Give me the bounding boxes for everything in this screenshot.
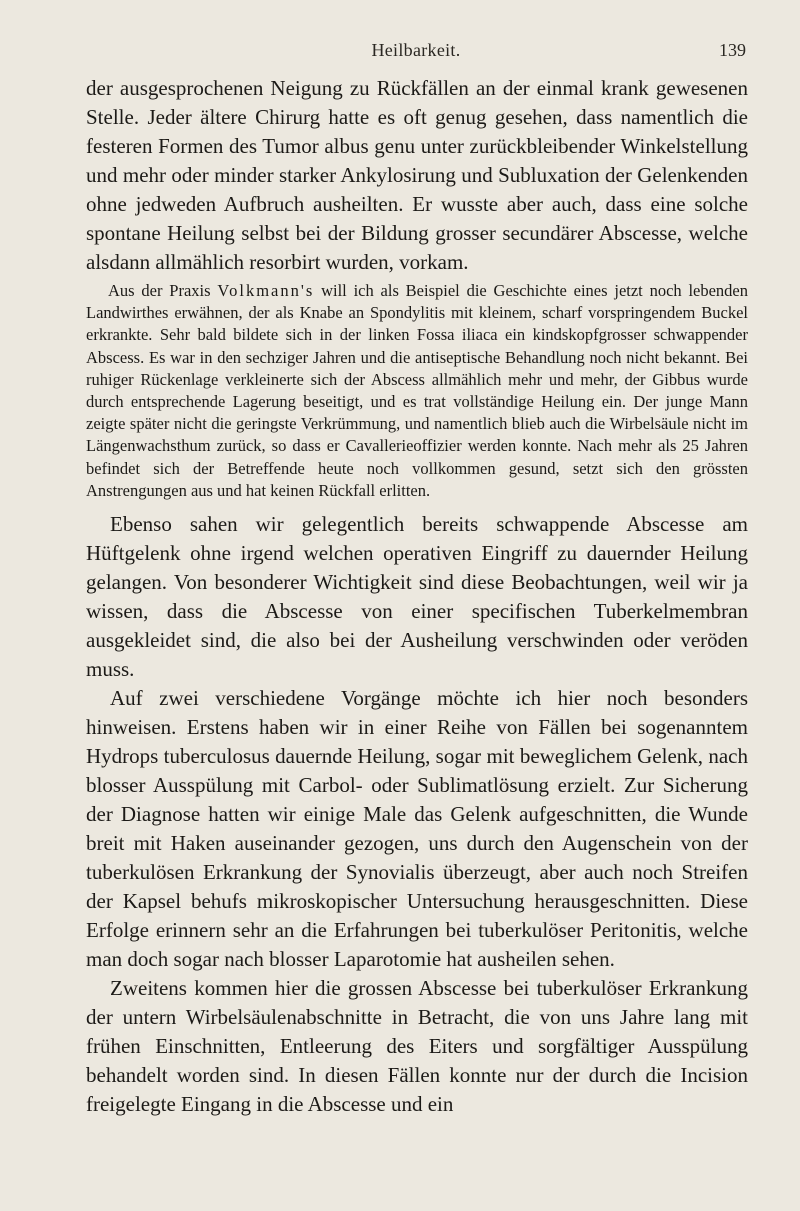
paragraph-continuation: der ausgesprochenen Neigung zu Rückfällen an der einmal krank gewesenen Stelle. Jeder ältere Chirurg hatte es oft genug gesehen, dass namentlich die festeren Formen des Tumor albus genu unter zurückbleibender Winkelstellung und mehr oder minder starker Ankylosirung und Subluxation der Gelenkenden ohne jedweden Aufbruch ausheilten. Er wusste aber auch, dass eine solche spontane Heilung selbst bei der Bildung grosser secundärer Abscesse, welche alsdann allmählich resorbirt wurden, vorkam. bbox=[86, 76, 748, 274]
case-report-text: will ich als Beispiel die Geschichte eines jetzt noch lebenden Landwirthes erwähnen, der als Knabe an Spondylitis mit kleinem, scharf vorspringendem Buckel erkrankte. Sehr bald bildete sich in der linken Fossa iliaca ein kindskopfgrosser schwappender Abscess. Es war in den sechziger Jahren und die antiseptische Behandlung noch nicht bekannt. Bei ruhiger Rückenlage verkleinerte sich der Abscess allmählich mehr und mehr, der Gibbus wurde durch entsprechende Lagerung beseitigt, und es trat vollständige Heilung ein. Der junge Mann zeigte später nicht die geringste Verkrümmung, und namentlich blieb auch die Wirbelsäule nicht im Längenwachsthum zurück, so dass er Cavallerieoffizier werden konnte. Nach mehr als 25 Jahren befindet sich der Betreffende heute noch vollkommen gesund, setzt sich den grössten Anstrengungen aus und hat keinen Rückfall erlitten. bbox=[86, 281, 749, 500]
running-head bbox=[86, 40, 746, 64]
paragraph-hip-abscesses: Ebenso sahen wir gelegentlich bereits schwappende Abscesse am Hüftgelenk ohne irgend welchen operativen Eingriff zu dauernder Heilung gelangen. Von besonderer Wichtigkeit sind diese Beobachtungen, weil wir ja wissen, dass die Abscesse von einer specifischen Tuberkelmembran ausgekleidet sind, die also bei der Ausheilung verschwinden oder veröden muss. bbox=[86, 512, 748, 682]
paragraph-case-report bbox=[86, 280, 748, 502]
body-text bbox=[86, 74, 748, 1119]
paragraph-spine-abscesses: Zweitens kommen hier die grossen Abscesse bei tuberkulöser Erkrankung der untern Wirbelsäulenabschnitte in Betracht, die von uns Jahre lang mit frühen Einschnitten, Entleerung des Eiters und sorgfältiger Ausspülung behandelt worden sind. In diesen Fällen konnte nur der durch die Incision freigelegte Eingang in die Abscesse und ein bbox=[86, 976, 748, 1117]
author-name: Volkmann's bbox=[217, 281, 315, 300]
paragraph-two-processes: Auf zwei verschiedene Vorgänge möchte ich hier noch besonders hinweisen. Erstens haben wir in einer Reihe von Fällen bei sogenanntem Hydrops tuberculosus dauernde Heilung, sogar mit beweglichem Gelenk, nach blosser Ausspülung mit Carbol- oder Sublimatlösung erzielt. Zur Sicherung der Diagnose hatten wir einige Male das Gelenk aufgeschnitten, die Wunde breit mit Haken auseinander gezogen, uns durch den Augenschein von der tuberkulösen Erkrankung der Synovialis überzeugt, aber auch noch Streifen der Kapsel behufs mikroskopischer Untersuchung herausgeschnitten. Diese Erfolge erinnern sehr an die Erfahrungen bei tuberkulöser Peritonitis, welche man doch sogar nach blosser Laparotomie hat ausheilen sehen. bbox=[86, 686, 748, 972]
page-number: 139 bbox=[719, 40, 746, 60]
running-head-title: Heilbarkeit. bbox=[371, 40, 461, 60]
case-report-lead: Aus der Praxis bbox=[108, 281, 211, 300]
